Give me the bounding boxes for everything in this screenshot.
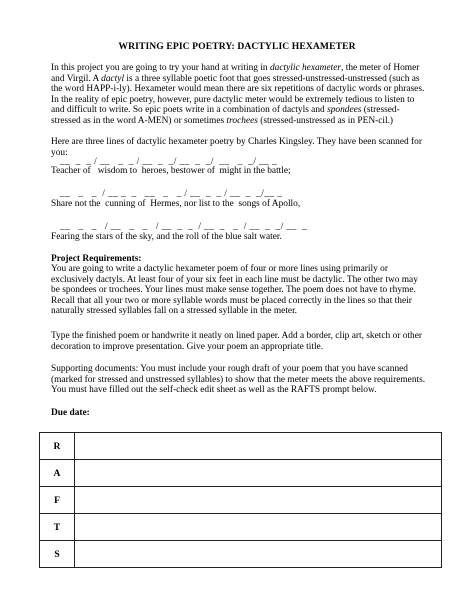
scansion-line-1: __ _ _ / __ _ _ / __ _ _/ __ _ _/ __ _ _/ __ _ <box>60 157 278 167</box>
requirements-heading: Project Requirements: <box>51 254 142 264</box>
rafts-row-a <box>40 460 442 487</box>
verse-line-1: Teacher of wisdom to heroes, bestower of might in the battle; <box>51 166 291 176</box>
rafts-cell-r[interactable] <box>75 433 442 460</box>
due-date-label: Due date: <box>51 408 90 418</box>
rafts-row-s <box>40 541 442 568</box>
rafts-row-t <box>40 514 442 541</box>
term-dactyl: dactyl <box>101 73 125 84</box>
rafts-cell-s[interactable] <box>75 541 442 568</box>
supporting-documents: Supporting documents: You must include your rough draft of your poem that you have scanned (marked for stressed and unstressed syllables) to show that the meter meets the above requirements. You must have filled out the self-check edit sheet as well as the RAFTS prompt below. <box>51 364 426 396</box>
intro-text-3: is a three syllable poetic foot that goes stressed-unstressed-unstressed (such as the word HAPP-i-ly). Hexameter would mean there are six repetitions of dactylic words or phrases. In the reality of epic poetry, however, pure dactylic meter would be extremely tedious to listen to and difficult to write. So epic poets write in a combination of dactyls and <box>51 73 425 116</box>
intro-text-4: (stressed-stressed as in the word A-MEN) or sometimes <box>51 105 400 126</box>
rafts-table <box>39 432 442 568</box>
rafts-letter-t: T <box>40 514 75 541</box>
rafts-letter-r: R <box>40 433 75 460</box>
intro-text-2: , the meter of Homer and Virgil. A <box>51 63 420 84</box>
scansion-line-2: __ _ _ / __ _ _ __ _ _ / __ _ _ / __ _ _/__ _ <box>60 189 283 199</box>
intro-text-1: In this project you are going to try your hand at writing in <box>51 63 270 73</box>
scansion-line-3: __ _ _ / __ _ _ / __ _ _ / __ _ _ / __ _ _/ __ _ <box>60 222 308 232</box>
page-title: WRITING EPIC POETRY: DACTYLIC HEXAMETER <box>118 41 356 52</box>
term-dactylic-hexameter: dactylic hexameter <box>269 63 342 73</box>
rafts-letter-f: F <box>40 487 75 514</box>
type-instructions: Type the finished poem or handwrite it neatly on lined paper. Add a border, clip art, sketch or other decoration to improve presentation. Give your poem an appropriate title. <box>51 331 422 352</box>
examples-intro: Here are three lines of dactylic hexameter poetry by Charles Kingsley. They have been scanned for you: <box>51 137 422 158</box>
term-trochees: trochees <box>226 115 258 126</box>
term-spondees: spondees <box>327 105 362 116</box>
intro-text-5: (stressed-unstressed as in PEN-cil.) <box>257 115 394 126</box>
intro-paragraph <box>51 63 429 127</box>
requirements-text: You are going to write a dactylic hexameter poem of four or more lines using primarily or exclusively dactyls. At least four of your six feet in each line must be dactylic. The other two may be spondees or trochees. Your lines must make sense together. The poem does not have to rhyme. Recall that all your two or more syllable words must be placed correctly in the lines so that their naturally stressed syllables fall on a stressed syllable in the meter. <box>51 264 418 317</box>
rafts-cell-f[interactable] <box>75 487 442 514</box>
rafts-cell-t[interactable] <box>75 514 442 541</box>
rafts-letter-s: S <box>40 541 75 568</box>
rafts-row-r <box>40 433 442 460</box>
verse-line-3: Fearing the stars of the sky, and the roll of the blue salt water. <box>51 232 282 242</box>
rafts-row-f <box>40 487 442 514</box>
verse-line-2: Share not the cunning of Hermes, nor list to the songs of Apollo, <box>51 199 301 209</box>
rafts-cell-a[interactable] <box>75 460 442 487</box>
rafts-letter-a: A <box>40 460 75 487</box>
